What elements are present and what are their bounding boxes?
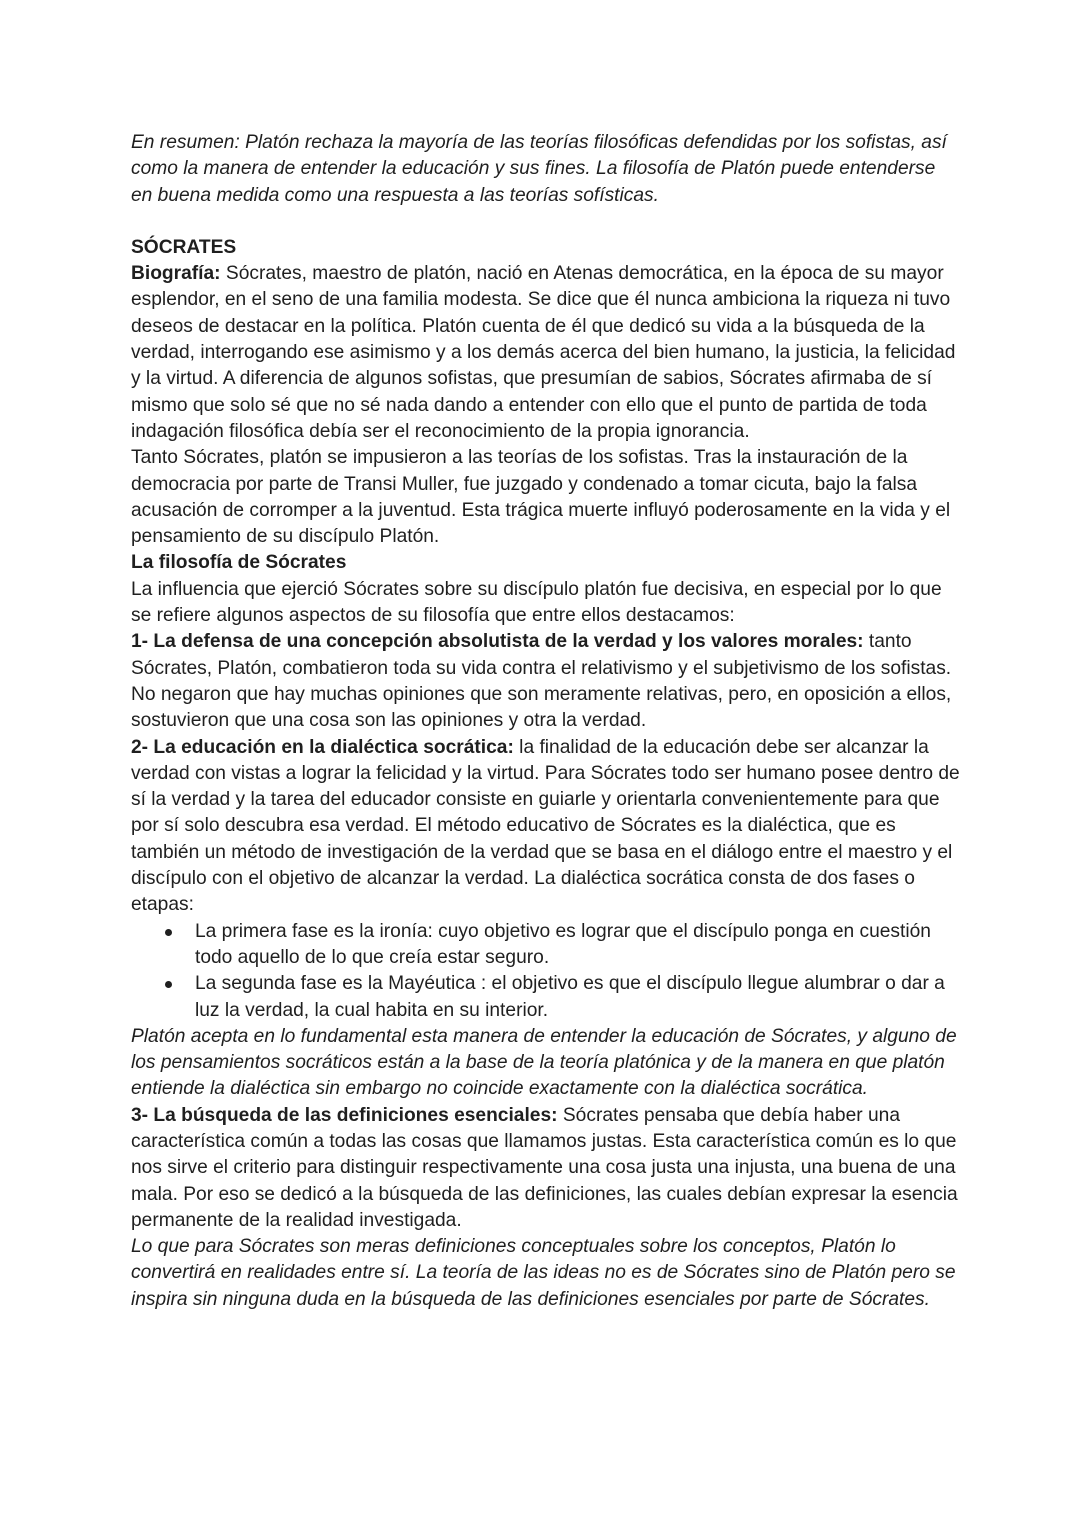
- list-item-text: La primera fase es la ironía: cuyo objetivo es lograr que el discípulo ponga en cuestión todo aquello de lo que creía estar seguro.: [195, 920, 931, 968]
- document-body: [131, 130, 961, 1313]
- point-3: [131, 1103, 961, 1234]
- point-3-note: Lo que para Sócrates son meras definiciones conceptuales sobre los conceptos, Platón lo convertirá en realidades entre sí. La teoría de las ideas no es de Sócrates sino de Platón pero se inspira sin ninguna duda en la búsqueda de las definiciones esenciales por parte de Sócrates.: [131, 1236, 956, 1310]
- point-2-text: la finalidad de la educación debe ser alcanzar la verdad con vistas a lograr la felicidad y la virtud. Para Sócrates todo ser humano posee dentro de sí la verdad y la tarea del educador consiste en guiarle y orientarla convenientemente para que por sí solo descubra esa verdad. El método educativo de Sócrates es la dialéctica, que es también un método de investigación de la verdad que se basa en el diálogo entre el maestro y el discípulo con el objetivo de alcanzar la verdad. La dialéctica socrática consta de dos fases o etapas:: [131, 736, 960, 916]
- point-2-label: 2- La educación en la dialéctica socrática:: [131, 736, 514, 758]
- point-1-label: 1- La defensa de una concepción absolutista de la verdad y los valores morales:: [131, 631, 864, 653]
- point-1: [131, 629, 961, 734]
- point-1-text: tanto Sócrates, Platón, combatieron toda su vida contra el relativismo y el subjetivismo de los sofistas. No negaron que hay muchas opiniones que son meramente relativas, pero, en oposición a ellos, sostuvieron que una cosa son las opiniones y otra la verdad.: [131, 631, 952, 732]
- section-title: SÓCRATES: [131, 236, 237, 258]
- point-2: [131, 735, 961, 919]
- biography-paragraph-2: Tanto Sócrates, platón se impusieron a las teorías de los sofistas. Tras la instauración de la democracia por parte de Transi Muller, fue juzgado y condenado a tomar cicuta, bajo la falsa acusación de corromper a la juventud. Esta trágica muerte influyó poderosamente en la vida y el pensamiento de su discípulo Platón.: [131, 447, 951, 548]
- point-3-text: Sócrates pensaba que debía haber una característica común a todas las cosas que llamamos justas. Esta característica común es lo que nos sirve el criterio para distinguir respectivamente una cosa justa una injusta, una buena de una mala. Por eso se dedicó a la búsqueda de las definiciones, las cuales debían expresar la esencia permanente de la realidad investigada.: [131, 1104, 958, 1231]
- biography-paragraph: [131, 261, 961, 445]
- paragraph-gap: [131, 209, 961, 235]
- bullet-icon: [165, 981, 172, 988]
- point-2-note: Platón acepta en lo fundamental esta manera de entender la educación de Sócrates, y alguno de los pensamientos socráticos están a la base de la teoría platónica y de la manera en que platón entiende la dialéctica sin embargo no coincide exactamente con la dialéctica socrática.: [131, 1025, 957, 1100]
- biography-label: Biografía:: [131, 263, 221, 285]
- list-item: [195, 919, 961, 972]
- dialectic-phases-list: [131, 919, 961, 1024]
- philosophy-heading: La filosofía de Sócrates: [131, 552, 347, 574]
- list-item: [195, 971, 961, 1024]
- intro-summary: En resumen: Platón rechaza la mayoría de las teorías filosóficas defendidas por los sofistas, así como la manera de entender la educación y sus fines. La filosofía de Platón puede entenderse en buena medida como una respuesta a las teorías sofísticas.: [131, 132, 947, 206]
- point-3-label: 3- La búsqueda de las definiciones esenciales:: [131, 1104, 558, 1126]
- philosophy-intro: La influencia que ejerció Sócrates sobre su discípulo platón fue decisiva, en especial por lo que se refiere algunos aspectos de su filosofía que entre ellos destacamos:: [131, 578, 942, 627]
- list-item-text: La segunda fase es la Mayéutica : el objetivo es que el discípulo llegue alumbrar o dar a luz la verdad, la cual habita en su interior.: [195, 973, 945, 1021]
- biography-text: Sócrates, maestro de platón, nació en Atenas democrática, en la época de su mayor esplendor, en el seno de una familia modesta. Se dice que él nunca ambiciona la riqueza ni tuvo deseos de destacar en la política. Platón cuenta de él que dedicó su vida a la búsqueda de la verdad, interrogando ese asimismo y a los demás acerca del bien humano, la justicia, la felicidad y la virtud. A diferencia de algunos sofistas, que presumían de sabios, Sócrates afirmaba de sí mismo que solo sé que no sé nada dando a entender con ello que el punto de partida de toda indagación filosófica debía ser el reconocimiento de la propia ignorancia.: [131, 263, 956, 442]
- bullet-icon: [165, 929, 172, 936]
